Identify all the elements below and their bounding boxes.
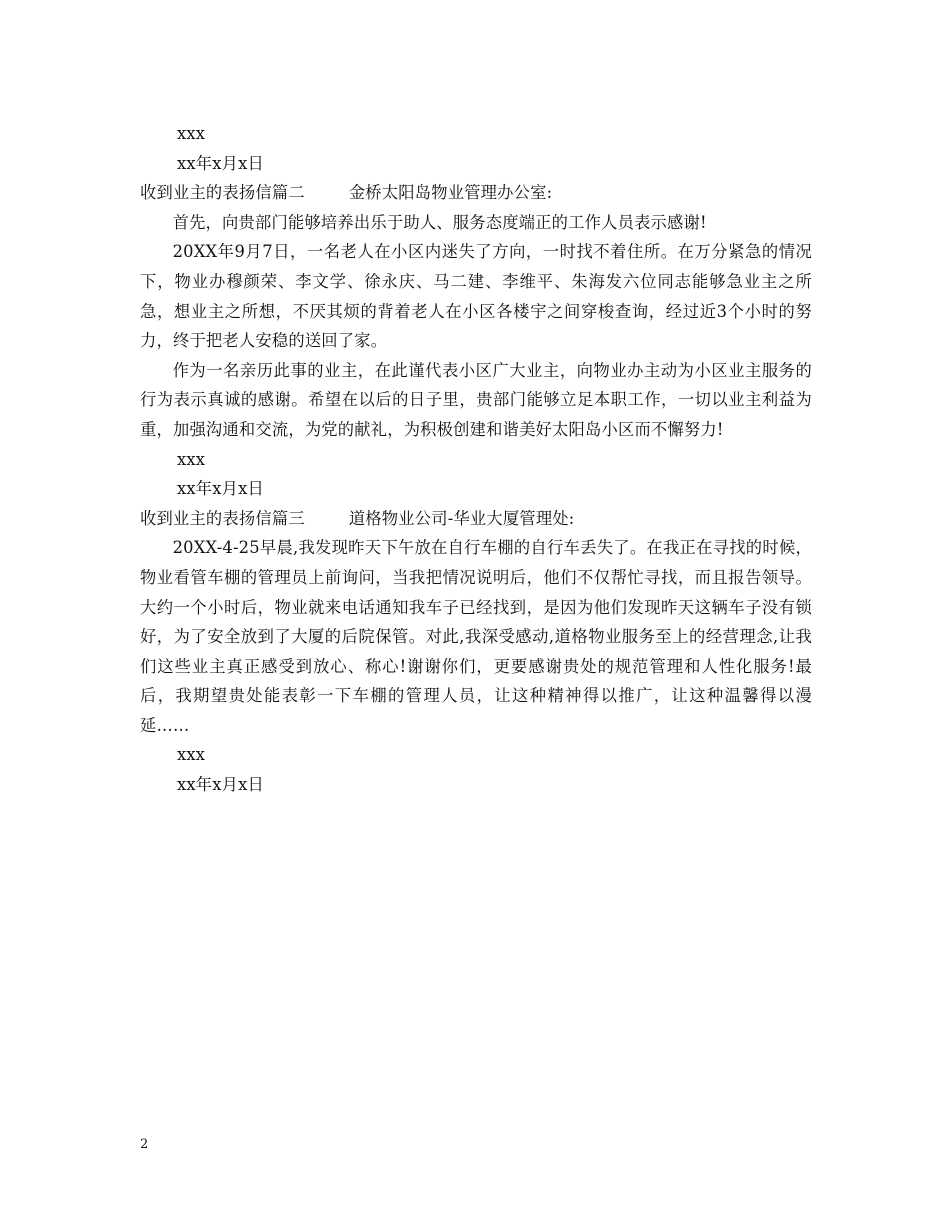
letter-title: 收到业主的表扬信篇二 xyxy=(140,183,305,203)
signature-date: xx年x月x日 xyxy=(177,479,264,499)
letter-title: 收到业主的表扬信篇三 xyxy=(140,508,305,528)
signature-date: xx年x月x日 xyxy=(177,775,264,795)
document-page xyxy=(140,119,812,800)
letter-heading xyxy=(140,178,812,208)
signature-date: xx年x月x日 xyxy=(177,153,264,173)
letter-paragraph: 20XX年9月7日，一名老人在小区内迷失了方向，一时找不着住所。在万分紧急的情况下，物业办穆颜荣、李文学、徐永庆、马二建、李维平、朱海发六位同志能够急业主之所急，想业主之所想，不厌其烦的背着老人在小区各楼宇之间穿梭查询，经过近3个小时的努力，终于把老人安稳的送回了家。 xyxy=(140,242,812,351)
letter-heading xyxy=(140,504,812,534)
signature-name: xxx xyxy=(177,449,206,469)
letter-paragraph: 20XX-4-25早晨,我发现昨天下午放在自行车棚的自行车丢失了。在我正在寻找的时候，物业看管车棚的管理员上前询问，当我把情况说明后，他们不仅帮忙寻找，而且报告领导。大约一个小时后，物业就来电话通知我车子已经找到，是因为他们发现昨天这辆车子没有锁好，为了安全放到了大厦的后院保管。对此,我深受感动,道格物业服务至上的经营理念,让我们这些业主真正感受到放心、称心!谢谢你们，更要感谢贵处的规范管理和人性化服务!最后，我期望贵处能表彰一下车棚的管理人员，让这种精神得以推广，让这种温馨得以漫延…… xyxy=(140,538,812,735)
letter-recipient: 道格物业公司-华业大厦管理处: xyxy=(348,508,575,528)
letter-paragraph: 作为一名亲历此事的业主，在此谨代表小区广大业主，向物业办主动为小区业主服务的行为表示真诚的感谢。希望在以后的日子里，贵部门能够立足本职工作，一切以业主利益为重，加强沟通和交流，为党的献礼，为积极创建和谐美好太阳岛小区而不懈努力! xyxy=(140,360,812,439)
signature-name: xxx xyxy=(177,745,206,765)
letter-recipient: 金桥太阳岛物业管理办公室: xyxy=(348,183,553,203)
page-number: 2 xyxy=(140,1137,149,1152)
signature-name: xxx xyxy=(177,124,206,143)
letter-paragraph: 首先，向贵部门能够培养出乐于助人、服务态度端正的工作人员表示感谢! xyxy=(172,212,707,232)
